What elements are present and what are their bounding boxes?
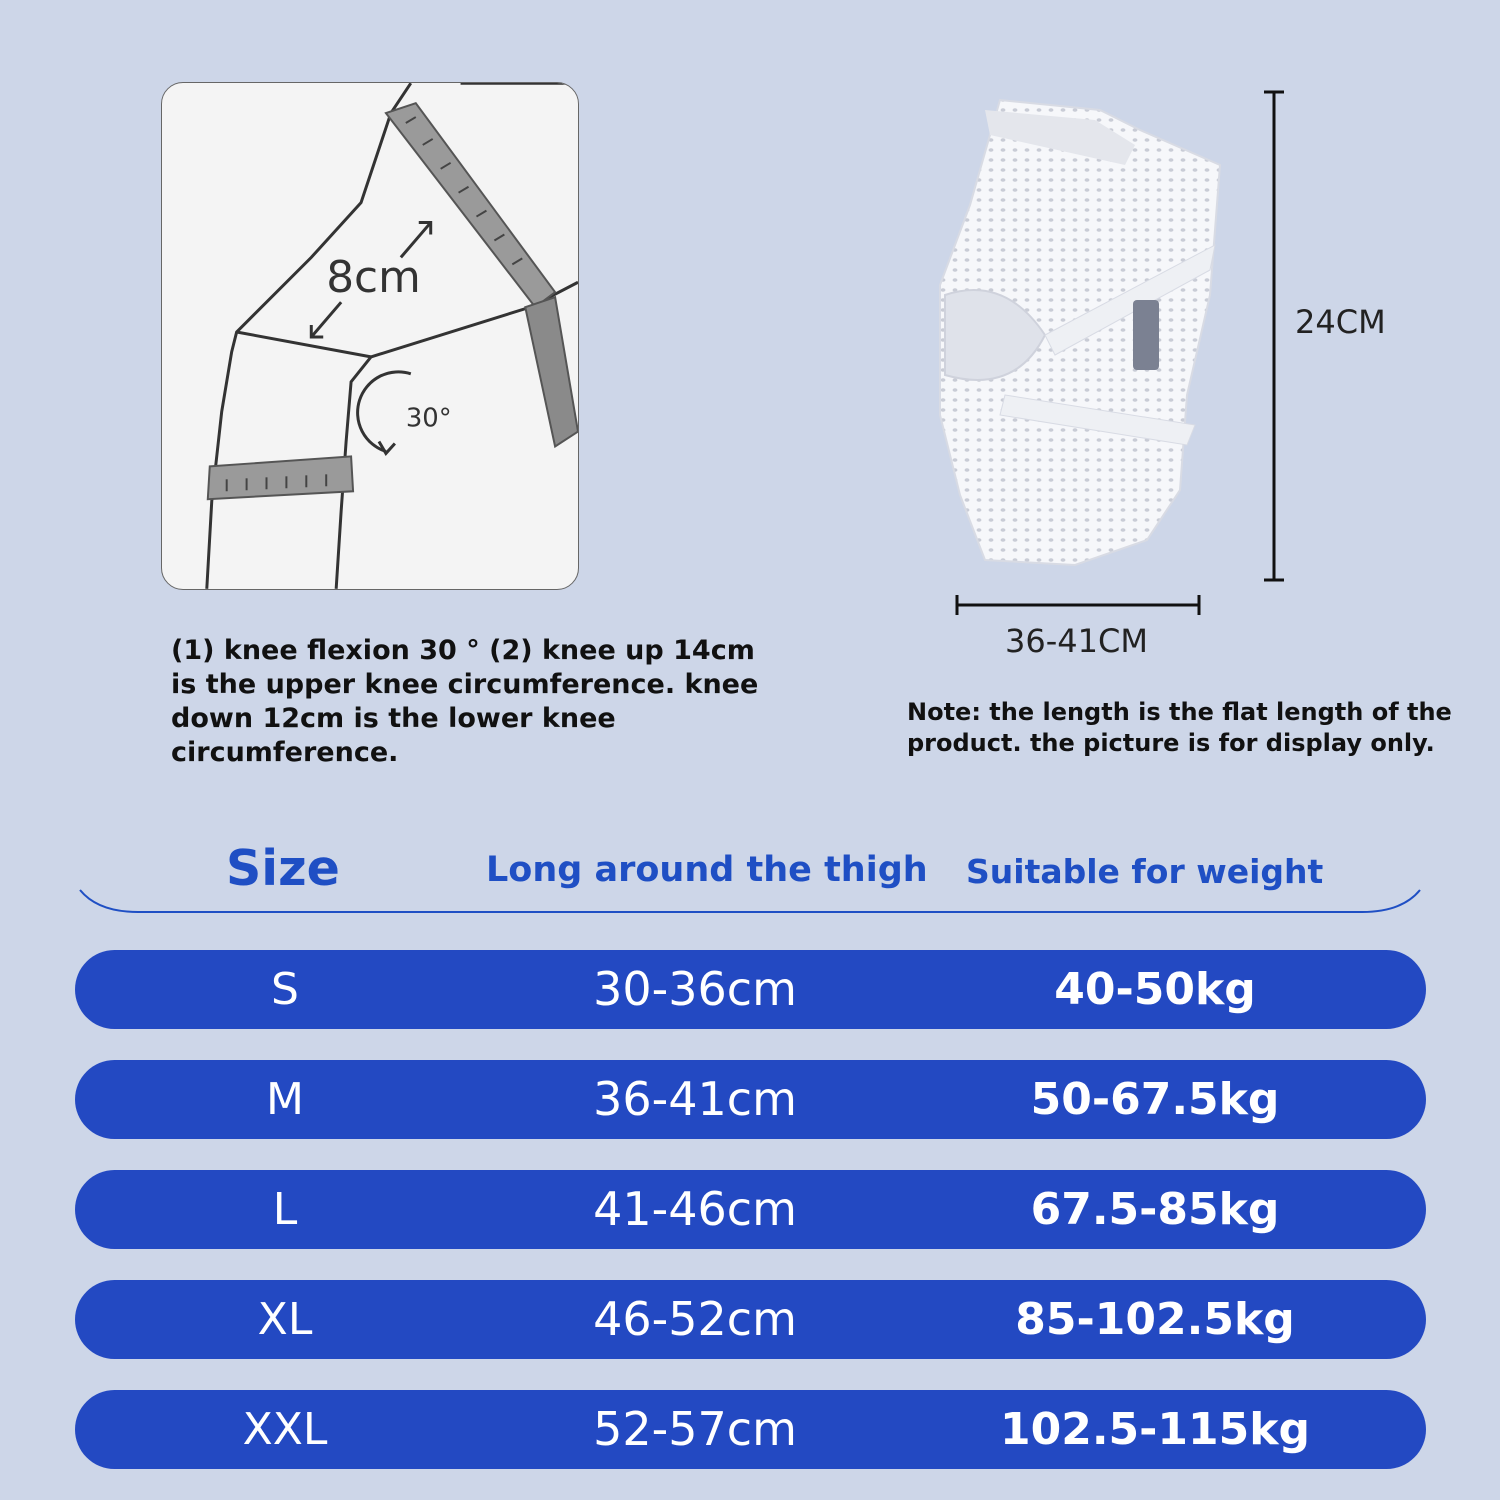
header-size: Size bbox=[226, 840, 340, 897]
thigh-cell: 46-52cm bbox=[593, 1292, 797, 1346]
size-row bbox=[75, 1060, 1426, 1139]
weight-cell: 50-67.5kg bbox=[1030, 1074, 1280, 1125]
knee-brace-image bbox=[925, 95, 1235, 575]
size-cell: S bbox=[271, 964, 299, 1015]
display-note: Note: the length is the flat length of the product. the picture is for display only. bbox=[907, 698, 1452, 757]
weight-cell: 85-102.5kg bbox=[1015, 1294, 1295, 1345]
size-row bbox=[75, 1170, 1426, 1249]
thigh-cell: 30-36cm bbox=[593, 962, 797, 1016]
measurement-description: (1) knee flexion 30 ° (2) knee up 14cm is the upper knee circumference. knee down 12cm is the lower knee circumference. bbox=[171, 635, 759, 768]
height-label: 24CM bbox=[1295, 303, 1386, 341]
knee-diagram bbox=[162, 83, 578, 589]
size-cell: M bbox=[266, 1074, 304, 1125]
width-dimension-marker bbox=[955, 593, 1201, 617]
thigh-cell: 41-46cm bbox=[593, 1182, 797, 1236]
size-cell: XXL bbox=[242, 1404, 328, 1455]
size-cell: L bbox=[272, 1184, 298, 1235]
size-row bbox=[75, 1280, 1426, 1359]
weight-cell: 102.5-115kg bbox=[999, 1404, 1311, 1455]
size-row bbox=[75, 950, 1426, 1029]
measure-label: 8cm bbox=[326, 252, 421, 304]
knee-brace-graphic bbox=[925, 95, 1235, 575]
weight-cell: 40-50kg bbox=[1054, 964, 1256, 1015]
weight-cell: 67.5-85kg bbox=[1030, 1184, 1280, 1235]
header-weight: Suitable for weight bbox=[966, 852, 1324, 891]
size-cell: XL bbox=[257, 1294, 313, 1345]
height-dimension-marker bbox=[1262, 90, 1286, 582]
knee-measurement-illustration bbox=[161, 82, 579, 590]
header-thigh-circumference: Long around the thigh bbox=[486, 850, 928, 890]
width-label: 36-41CM bbox=[1005, 622, 1148, 660]
angle-label: 30° bbox=[405, 403, 452, 434]
thigh-cell: 36-41cm bbox=[593, 1072, 797, 1126]
size-row bbox=[75, 1390, 1426, 1469]
thigh-cell: 52-57cm bbox=[593, 1402, 797, 1456]
